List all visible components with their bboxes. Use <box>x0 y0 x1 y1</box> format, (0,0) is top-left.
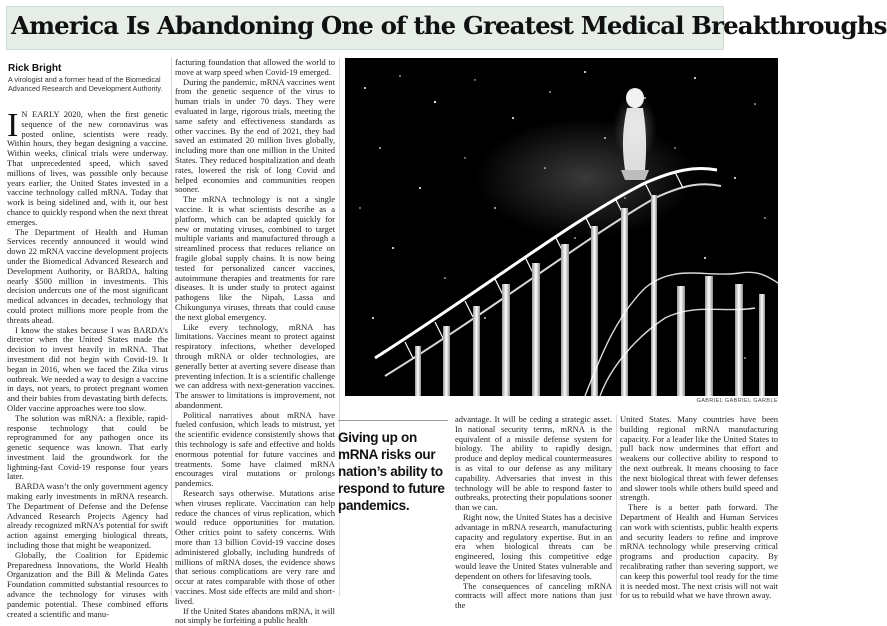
column-divider <box>171 58 172 596</box>
paragraph: The consequences of canceling mRNA contracts will affect more nations than just the <box>455 580 612 611</box>
paragraph: I know the stakes because I was BARDA’s director when the United States made the decision to invest heavily in mRNA. That investment did not begin with Covid-19. It began in 2016, when we faced the Zika virus outbreak. We needed a way to design a vaccine in days, not years, to protect pregnant women and their babies from devastating birth defects. Older vaccine approaches were too slow. <box>7 324 168 413</box>
pull-quote: Giving up on mRNA risks our nation’s ability to respond to future pandemics. <box>338 420 448 514</box>
paragraph: The solution was mRNA: a flexible, rapid-response technology that could be reprogrammed for any pathogen once its genetic sequence was known. That early investment laid the groundwork for the lightning-fast Covid-19 response four years later. <box>7 412 168 482</box>
paragraph: During the pandemic, mRNA vaccines went from the genetic sequence of the virus to human trials in under 70 days. They were evaluated in large, rigorous trials, meeting the same safety and effectiveness standards as other vaccines. By the end of 2021, they had saved an estimated 20 million lives globally, including more than one million in the United States. They reduced hospitalization and death rates, lowered the risk of long Covid and helped economies and communities reopen sooner. <box>175 76 335 195</box>
illustration <box>345 58 778 396</box>
headline-banner <box>6 6 887 50</box>
article-column-3 <box>455 414 612 611</box>
author-name: Rick Bright <box>8 63 62 74</box>
paragraph: The Department of Health and Human Services recently announced it would wind down 22 mRNA vaccine development projects under the Biomedical Advanced Research and Development Authority, or BARDA, halting nearly $500 million in investments. This decision undercuts one of the most significant medical advances in decades, technology that could protect millions more people from the threats ahead. <box>7 226 168 325</box>
paragraph: Globally, the Coalition for Epidemic Preparedness Innovations, the World Health Organization and the Bill & Melinda Gates Foundation committed substantial resources to advance the technology for viruses with pandemic potential. These combined efforts created a scientific and manu- <box>7 549 168 619</box>
byline <box>8 63 168 94</box>
column-divider <box>616 415 617 596</box>
paragraph: There is a better path forward. The Department of Health and Human Services can work with scientists, public health experts and security leaders to refine and improve mRNA technology while preserving critical programs and production capacity. By recalibrating rather than severing support, we can keep this powerful tool ready for the time it is needed most. The next crisis will not wait for us to rebuild what we have thrown away. <box>620 502 778 601</box>
paragraph: Political narratives about mRNA have fueled confusion, which leads to mistrust, yet the scientific evidence consistently shows that this technology is safe and effective and holds enormous potential for future vaccines and treatments. Some have claimed mRNA encourages viral mutations or prolongs pandemics. <box>175 409 335 489</box>
paragraph: advantage. It will be ceding a strategic asset. In national security terms, mRNA is the equivalent of a missile defense system for biology. The ability to rapidly design, produce and deploy medical countermeasures is as vital to our defense as any military capability. Adversaries that invest in this technology will be able to respond faster to outbreaks, protecting their populations sooner than we can. <box>455 414 612 513</box>
paragraph: Like every technology, mRNA has limitations. Vaccines meant to protect against respiratory infections, whether developed through mRNA or older technologies, are generally better at averting severe disease than preventing infection. It is a scientific challenge we can address with next-generation vaccines. The answer to limitations is improvement, not abandonment. <box>175 321 335 410</box>
article-column-1 <box>7 107 168 619</box>
paragraph: If the United States abandons mRNA, it will not simply be forfeiting a public health <box>175 605 335 626</box>
paragraph: United States. Many countries have been building regional mRNA manufacturing capacity. For a leader like the United States to pull back now undermines that effort and weakens our collective ability to respond to the next outbreak. It means choosing to face the next biological threat with fewer defenses and slower tools while others build speed and strength. <box>620 414 778 503</box>
paragraph: Research says otherwise. Mutations arise when viruses replicate. Vaccination can help reduce the chances of virus replication, which would reduce opportunities for mutation. Other critics point to safety concerns. With more than 13 billion Covid-19 vaccine doses administered globally, including hundreds of millions of mRNA doses, the evidence shows that serious complications are very rare and occur at rates comparable with those of other vaccines. Most side effects are mild and short-lived. <box>175 488 335 606</box>
headline: America Is Abandoning One of the Greatest Medical Breakthroughs <box>11 11 887 40</box>
paragraph: Right now, the United States has a decisive advantage in mRNA research, manufacturing capacity and regulatory expertise. But in an era when biological threats can be engineered, losing this competitive edge would leave the United States vulnerable and dependent on others for lifesaving tools. <box>455 511 612 581</box>
image-credit: GABRIEL GABRIEL GARBLE <box>696 398 778 404</box>
drop-cap: I <box>7 107 19 144</box>
column-divider <box>339 58 340 596</box>
dna-staircase-illustration <box>345 58 778 396</box>
paragraph: facturing foundation that allowed the world to move at warp speed when Covid-19 emerged. <box>175 57 335 77</box>
paragraph: The mRNA technology is not a single vaccine. It is what scientists describe as a platform, which can be adapted quickly for new or mutating viruses, combined to target multiple variants and manufactured through a streamlined process that reduces reliance on fragile global supply chains. It is now being tested for personalized cancer vaccines, autoimmune therapies and treatments for rare diseases. It is under study to protect against pathogens like the Nipah, Lassa and Chikungunya viruses, threats that could cause the next global emergency. <box>175 194 335 322</box>
article-column-2 <box>175 57 335 626</box>
paragraph: BARDA wasn’t the only government agency making early investments in mRNA research. The Department of Defense and the Defense Advanced Research Projects Agency had already recognized mRNA’s potential for swift action against emerging biological threats, including those that might be weaponized. <box>7 481 168 551</box>
paragraph <box>7 107 168 228</box>
article-column-4 <box>620 414 778 601</box>
author-bio: A virologist and a former head of the Biomedical Advanced Research and Development Authority. <box>8 75 163 93</box>
paragraph-text: N EARLY 2020, when the first genetic sequence of the new coronavirus was posted online, scientists were ready. Within hours, they began designing a vaccine. Within weeks, clinical trials were underway. That unprecedented speed, which saved millions of lives, was possible only because years earlier, the United States invested in a vaccine technology called mRNA. Today that work is being sidelined and, with it, our best chance to quickly respond when the next threat emerges. <box>7 109 168 227</box>
